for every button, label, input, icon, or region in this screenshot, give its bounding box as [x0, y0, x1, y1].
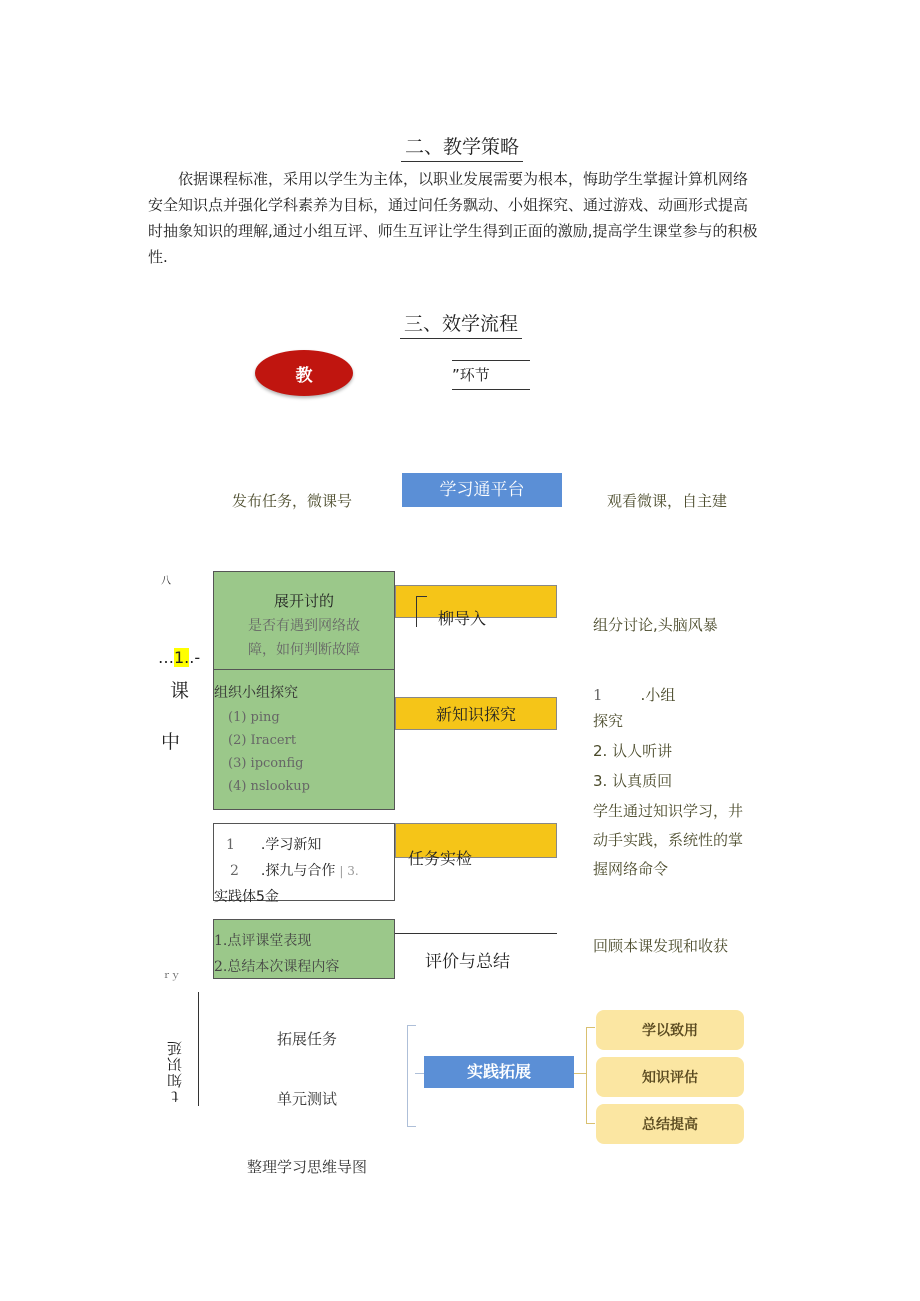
in-class-label-ke: 课 [170, 680, 190, 702]
stage-header-label: ”环节 [452, 360, 530, 390]
ellipsis: … [158, 648, 174, 667]
note-listen: 2. 认人听讲 [593, 742, 673, 760]
stage-intro-bar [395, 585, 557, 628]
highlighted-number: 1. [174, 648, 190, 667]
note-group-line2: 探究 [593, 712, 624, 730]
review-block [213, 919, 395, 979]
tick-mark: ｒｙ [162, 971, 181, 981]
practice-step: 实践体5金 [214, 889, 279, 905]
review-line: 1.点评课堂表现 [214, 933, 312, 949]
practice-steps-block [213, 823, 395, 905]
paragraph-line: 性. [148, 248, 168, 266]
left-bracket [407, 1025, 416, 1127]
right-bracket [586, 1027, 595, 1124]
discussion-line: 障，如何判断故障 [248, 642, 360, 658]
stage-review-line [395, 933, 557, 934]
command-item: (2) Iracert [228, 733, 297, 748]
extension-task: 拓展任务 [277, 1030, 338, 1048]
assess-pill: 知识评估 [596, 1057, 744, 1097]
note-question: 3. 认真质回 [593, 772, 673, 790]
in-class-label-zhong: 中 [161, 731, 181, 753]
note-practice-2: 动手实践，系统性的掌 [593, 831, 744, 849]
pre-class-right-note: 观看微课，自主建 [607, 492, 728, 510]
discussion-line: 是否有遇到网络故 [248, 618, 360, 634]
apply-pill: 学以致用 [596, 1010, 744, 1050]
paragraph-line: 安全知识点并强化学科素养为目标，通过问任务飘动、小姐探究、通过游戏、动画形式提高 [148, 196, 749, 214]
paragraph-line: 时抽象知识的理解,通过小组互评、师生互评让学生得到正面的激励,提高学生课堂参与的积极 [148, 222, 758, 240]
section-2-title: 二、教学策略 [401, 132, 523, 162]
after-class-divider [198, 992, 199, 1106]
unit-test: 单元测试 [277, 1090, 338, 1108]
ellipsis-tail: .- [189, 648, 201, 667]
pre-class-left-note: 发布任务，微课号 [232, 492, 353, 510]
practice-step: 2 .探九与合作 | 3. [230, 863, 359, 879]
group-inquiry-block [213, 669, 395, 810]
discussion-block [213, 571, 395, 670]
stage-practice-bar [395, 823, 557, 868]
small-marker: 八 [161, 576, 171, 587]
command-item: (4) nslookup [228, 779, 310, 794]
stage-intro-label: 柳导入 [438, 609, 487, 628]
section-3-title: 三、效学流程 [400, 309, 522, 339]
note-practice-1: 学生通过知识学习，井 [593, 802, 744, 820]
stage-practice-label: 任务实检 [408, 849, 473, 868]
teaching-ellipse: 教 [255, 350, 353, 396]
mind-map-note: 整理学习思维导图 [247, 1158, 368, 1176]
note-practice-3: 握网络命令 [593, 860, 669, 878]
practice-extension-box: 实践拓展 [424, 1056, 574, 1088]
practice-step: 1 .学习新知 [226, 837, 322, 853]
note-discussion: 组分讨论,头脑风暴 [593, 616, 718, 634]
group-inquiry-title: 组织小组探究 [214, 685, 298, 701]
paragraph-line: 依据课程标准，采用以学生为主体，以职业发展需要为根本，悔助学生掌握计算机网络 [178, 170, 749, 188]
strategy-paragraph [148, 166, 788, 270]
bracket-mark [416, 596, 427, 627]
learning-platform-box: 学习通平台 [402, 473, 562, 507]
stage-review-label: 评价与总结 [425, 952, 510, 972]
discussion-title: 展开讨的 [273, 592, 334, 610]
note-group: 1 .小组 [593, 686, 676, 704]
note-review: 回顾本课发现和收获 [593, 937, 729, 955]
review-line: 2.总结本次课程内容 [214, 959, 340, 975]
stage-explore-bar: 新知识探究 [395, 697, 557, 730]
command-item: (3) ipconfig [228, 756, 304, 771]
command-item: (1) ping [228, 710, 280, 725]
lesson-number-label [158, 648, 200, 667]
after-class-vertical-label: ｔ知识延 [166, 1040, 184, 1104]
right-connector [574, 1073, 586, 1074]
summary-pill: 总结提高 [596, 1104, 744, 1144]
